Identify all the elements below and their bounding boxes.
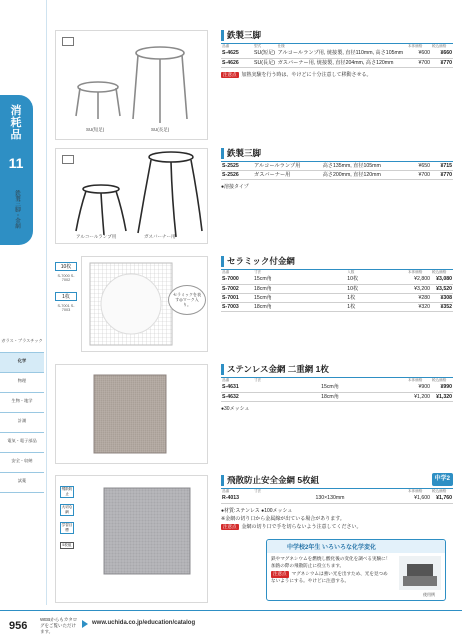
table-row [221,494,453,503]
nav-item[interactable]: 計測 [0,413,44,433]
note: ●材質:ステンレス ●100メッシュ [221,507,293,514]
footer-note: WEBからもカタログをご覧いただけます。 [40,617,78,634]
col-header: 寸法 [253,378,407,384]
item-tax-price: ¥308 [431,293,453,302]
item-code: R-4013 [221,494,253,503]
item-code: S-7001 [221,293,253,302]
callout-text: マグネシウムは強い光を出すため、光を見つめないようにする。やけどに注意する。 [271,571,388,583]
note: ●溶接タイプ [221,184,249,190]
price-table [221,269,453,312]
callout-body [267,553,395,587]
item-price: ¥280 [407,293,431,302]
safety-mesh-illustration [56,476,207,602]
item-tax-price: ¥1,320 [431,392,453,401]
tripod-illustration [56,31,207,139]
item-code: S-7002 [221,284,253,293]
product-info [221,30,453,78]
table-row [221,49,453,58]
item-price: ¥3,200 [407,284,431,293]
stainless-mesh-illustration [56,365,207,463]
item-tax-price: ¥3,080 [431,275,453,284]
col-header: 型式 [253,44,277,50]
col-header: 品番 [221,44,253,50]
col-header: 寸法 [253,489,407,495]
nav-item[interactable]: 化学 [0,353,44,373]
product-image [81,256,208,352]
item-tax-price: ¥352 [431,302,453,311]
col-header: 品番 [221,378,253,384]
item-code: S-4625 [221,49,253,58]
item-price: ¥600 [407,49,431,58]
item-size: 18cm角 [253,284,346,293]
item-size: 15cm角 [253,383,407,392]
col-header: 税込価格 [431,44,453,50]
item-price: ¥700 [407,171,431,180]
item-tax-price: ¥715 [431,162,453,171]
pack-codes: S-7000 S-7002 [57,274,75,282]
item-price: ¥1,200 [407,392,431,401]
note [221,523,453,530]
table-row [221,284,453,293]
label-badge: 大切な網 [61,505,73,514]
item-size: 15cm角 [253,293,346,302]
nav-item[interactable]: ガラス・プラスチック [0,333,44,353]
product-title: 鉄製三脚 [221,30,453,41]
item-code: S-2526 [221,171,253,180]
item-tax-price: ¥1,760 [431,494,453,503]
product-stainless-mesh [55,364,455,464]
item-tax-price: ¥770 [431,171,453,180]
col-header: 寸法 [253,270,346,276]
catalog-link[interactable]: www.uchida.co.jp/education/catalog [92,620,196,626]
callout-bubble: セラミックを表す◎マーク入り。 [168,285,206,315]
item-price: ¥700 [407,58,431,67]
side-category: 消耗品 [10,105,22,141]
page-number: 956 [9,620,28,632]
note-text: 金網の切り口で手を切らないよう注意してください。 [241,523,362,530]
page-footer [0,605,462,644]
footer-rule [0,610,462,611]
photo-caption: 使用例 [423,592,435,597]
item-size: 18cm角 [253,302,346,311]
warning-badge: 注意点 [273,571,287,576]
pack-badge: 1枚 [55,292,77,301]
thumbnail-icon [62,155,74,164]
item-tax-price: ¥660 [431,49,453,58]
item-spec: 高さ200mm, 直径120mm [322,171,407,180]
side-nav [0,333,44,493]
nav-item[interactable]: 試薬 [0,473,44,493]
item-price: ¥2,800 [407,275,431,284]
product-info [221,256,453,312]
product-image [55,364,208,464]
table-row [221,58,453,67]
item-size: 130×130mm [253,494,407,503]
table-row [221,383,453,392]
item-qty: 1枚 [346,293,407,302]
item-code: S-7000 [221,275,253,284]
caption: アルコールランプ用 [76,234,117,239]
label-badge: 飛散防止 [61,487,73,496]
item-price: ¥1,600 [407,494,431,503]
product-title-text: 飛散防止安全金網 5枚組 [227,475,320,485]
col-header: 税込価格 [431,378,453,384]
nav-item[interactable]: 生物・地学 [0,393,44,413]
item-code: S-7003 [221,302,253,311]
product-info [221,364,453,412]
warning-badge: 注意点 [223,71,237,77]
item-model: ガスバーナー用 [253,171,322,180]
product-image [55,30,208,140]
item-price: ¥900 [407,383,431,392]
product-image [55,475,208,603]
item-code: S-4626 [221,58,253,67]
item-model: SU(短足) [254,50,276,57]
item-size: 15cm角 [253,275,346,284]
side-number: 11 [8,155,24,171]
price-table [221,43,453,68]
item-tax-price: ¥770 [431,58,453,67]
col-header: 入数 [346,270,407,276]
warning-badge: 注意点 [223,523,237,529]
callout-text: 鉄やマグネシウムを燃焼し酸化後の変化を調べる実験に！加熱の際の飛散防止に役立ちます。 [271,556,391,568]
item-code: S-4631 [221,383,253,392]
item-code: S-2525 [221,162,253,171]
curriculum-callout [266,539,446,601]
label-stack [60,486,74,549]
nav-item[interactable]: 電気・電子部品 [0,433,44,453]
product-ceramic-mesh [55,256,455,352]
arrow-icon [82,620,88,628]
divider [46,0,47,605]
caption: SU(長足) [151,127,170,132]
table-row [221,302,453,311]
product-tripod-welded [55,148,455,244]
grade-badge: 中学2 [432,473,453,486]
note: ●30メッシュ [221,405,250,412]
table-row [221,162,453,171]
col-header: 税込価格 [431,270,453,276]
col-header: 本体価格 [407,489,431,495]
item-qty: 10枚 [346,284,407,293]
note-text: 加熱実験を行う時は、やけどに十分注意して移動させる。 [241,71,372,78]
col-header: 品番 [221,270,253,276]
note: ※金網の切り口から金属線が出ている場合があります。 [221,515,345,522]
product-title: 鉄製三脚 [221,148,453,159]
caption: SU(短足) [86,127,105,132]
pack-badge: 10枚 [55,262,77,271]
item-code: S-4632 [221,392,253,401]
caption: ガスバーナー用 [144,234,176,239]
note [221,71,453,78]
item-price: ¥650 [407,162,431,171]
item-size: 18cm角 [253,392,407,401]
price-table [221,161,453,180]
product-info [221,148,453,190]
product-tripod-su [55,30,455,140]
item-qty: 10枚 [346,275,407,284]
product-title: ステンレス金網 二重網 1枚 [221,364,453,375]
product-title: セラミック付金網 [221,256,453,267]
item-model: SU(長足) [254,59,276,66]
item-tax-price: ¥990 [431,383,453,392]
price-table [221,488,453,504]
table-row [221,275,453,284]
product-safety-mesh [55,475,455,603]
col-header: 本体価格 [407,378,431,384]
nav-item[interactable]: 物理 [0,373,44,393]
price-table [221,377,453,402]
col-header: 仕様 [277,44,407,50]
label-badge: 学習目標 [61,523,73,532]
usage-example-photo [399,556,441,590]
side-subtitle: 鉄製三脚・金網 [14,190,20,229]
col-header: 税込価格 [431,489,453,495]
tripod-illustration [56,149,207,243]
table-row [221,171,453,180]
product-title [221,475,453,486]
callout-title: 中学校2年生 いろいろな化学変化 [267,540,445,553]
col-header: 本体価格 [407,44,431,50]
item-spec: 高さ135mm, 直径105mm [322,162,407,171]
product-image [55,148,208,244]
col-header: 品番 [221,489,253,495]
table-row [221,293,453,302]
item-qty: 1枚 [346,302,407,311]
item-spec: アルコールランプ用, 焼接製, 直径110mm, 高さ105mm [277,49,407,58]
thumbnail-icon [62,37,74,46]
item-tax-price: ¥3,520 [431,284,453,293]
col-header: 本体価格 [407,270,431,276]
label-badge: 5枚組 [60,542,74,549]
table-row [221,392,453,401]
item-price: ¥320 [407,302,431,311]
item-model: アルコールランプ用 [253,162,322,171]
product-info [221,475,453,530]
pack-codes: S-7001 S-7003 [57,304,75,312]
item-spec: ガスバーナー用, 焼接製, 直径204mm, 高さ120mm [277,58,407,67]
nav-item[interactable]: 安全・収納 [0,453,44,473]
